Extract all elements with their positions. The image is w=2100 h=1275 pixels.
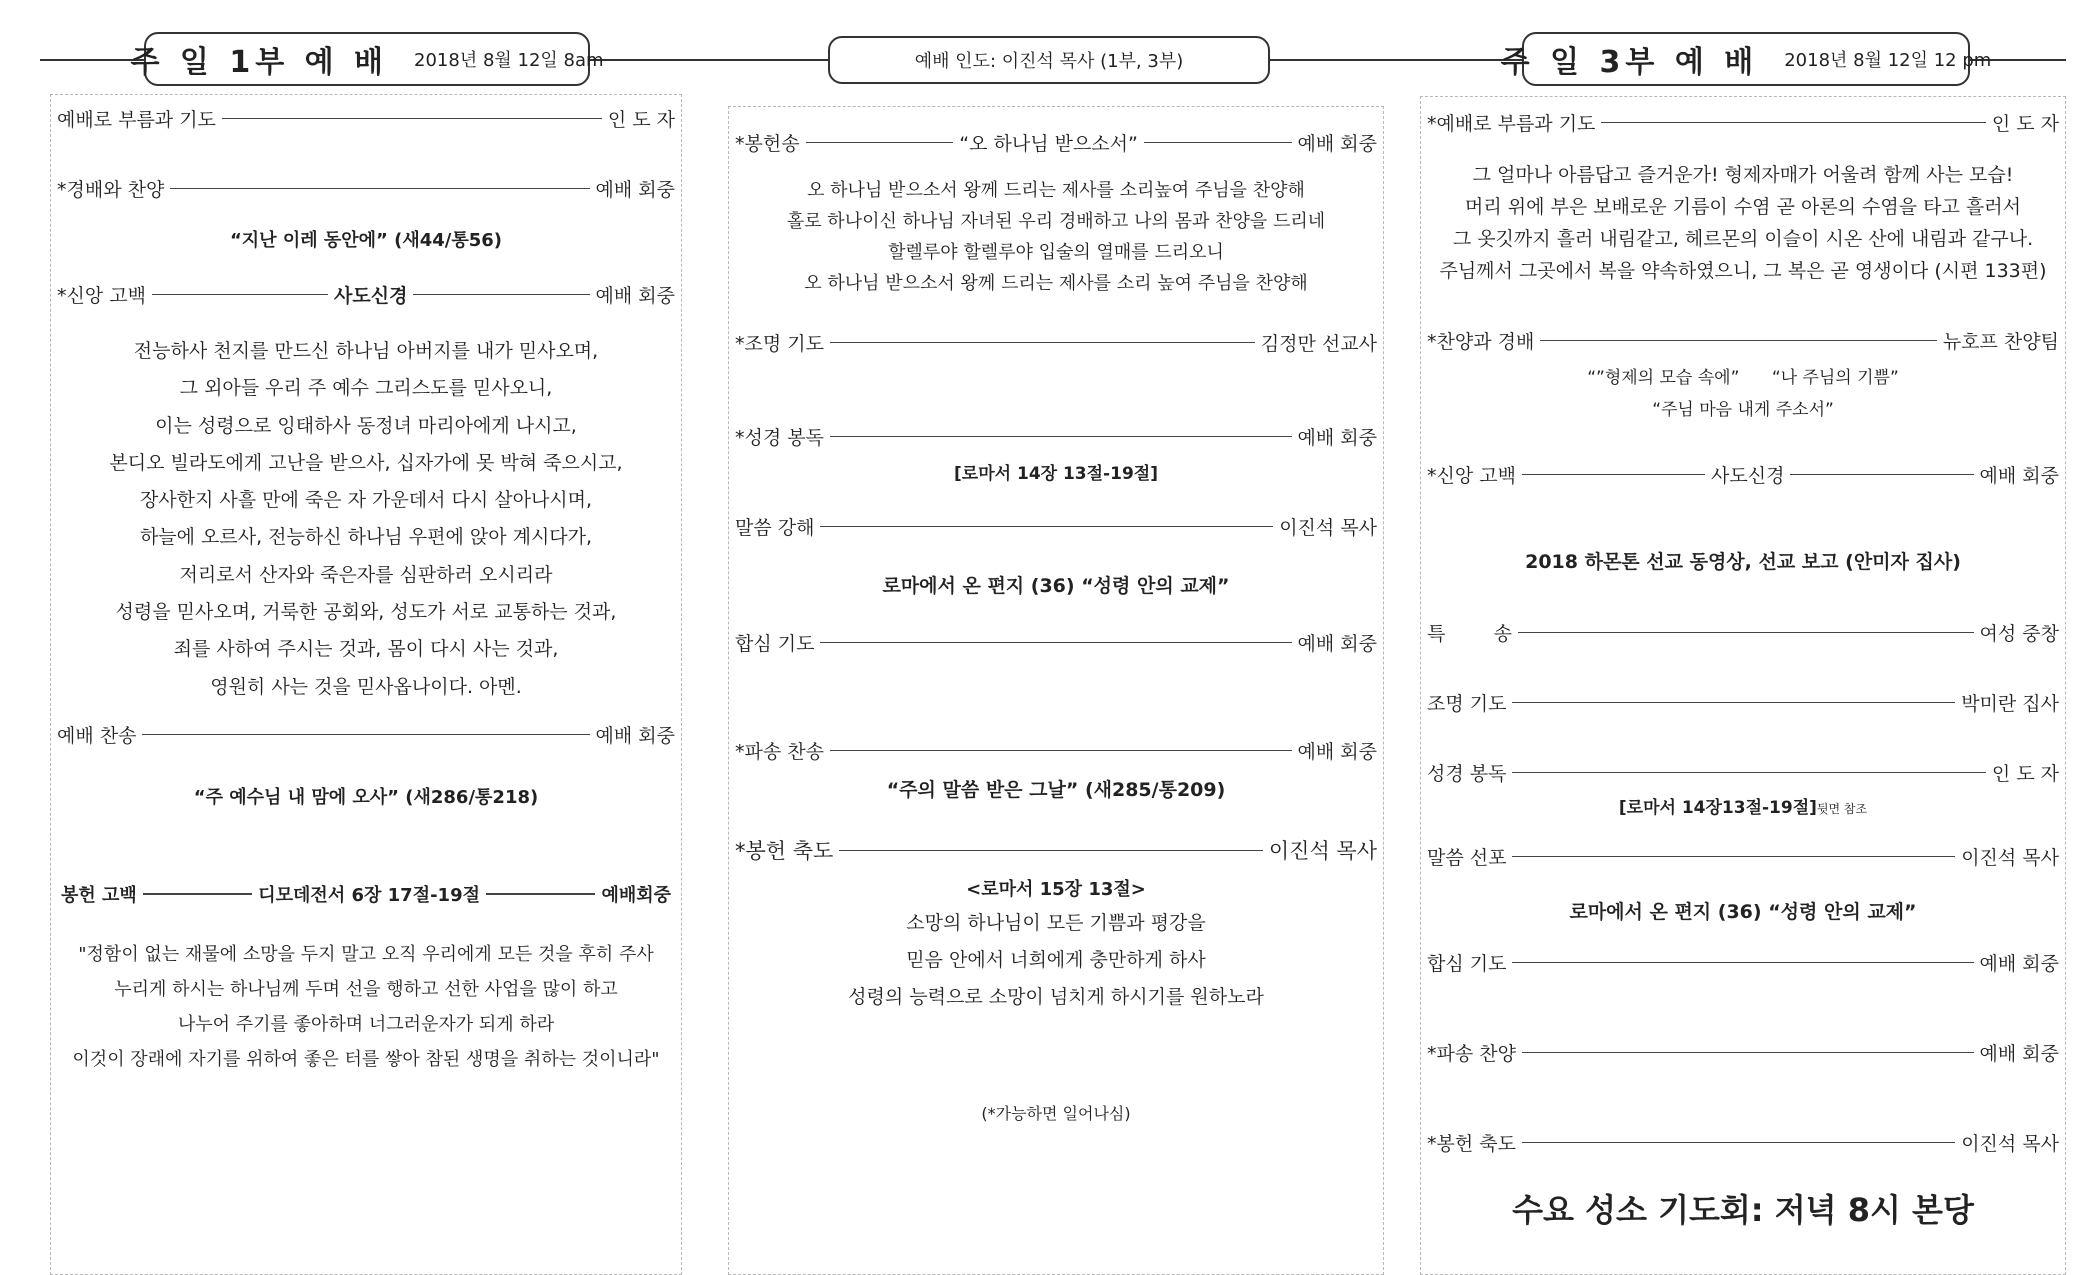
- leader-line: [1512, 702, 1955, 703]
- leader-line: [830, 436, 1292, 437]
- benediction-line: 믿음 안에서 너희에게 충만하게 하사: [906, 949, 1206, 971]
- leader-line: [1512, 772, 1985, 773]
- leader-line: [1144, 142, 1292, 143]
- offering-line: 이것이 장래에 자기를 위하여 좋은 터를 쌓아 참된 생명을 취하는 것이니라": [72, 1049, 660, 1070]
- benediction-line: 소망의 하나님이 모든 기쁨과 평강을: [906, 912, 1206, 934]
- header-rule: [588, 59, 828, 61]
- item-leader: 이진석 목사: [1279, 517, 1377, 539]
- item-label: *파송 찬양: [1427, 1043, 1516, 1065]
- leader-line: [830, 750, 1292, 751]
- service-leader-header: [828, 36, 1270, 84]
- sending-hymn-row: [735, 737, 1377, 764]
- item-leader: 예배 회중: [1297, 633, 1377, 655]
- leader-line: [1540, 340, 1937, 341]
- item-label: 예배로 부름과 기도: [57, 109, 216, 131]
- item-label: 말씀 선포: [1427, 847, 1507, 869]
- item-leader: 예배 회중: [1297, 427, 1377, 449]
- sermon-title: 로마에서 온 편지 (36) “성령 안의 교제”: [882, 575, 1230, 597]
- creed-line: 전능하사 천지를 만드신 하나님 아버지를 내가 믿사오며,: [133, 340, 599, 362]
- item-label: 예배 찬송: [57, 725, 137, 747]
- leader-line: [143, 893, 252, 895]
- benediction-reference: <로마서 15장 13절>: [966, 879, 1146, 900]
- item-leader: 인 도 자: [607, 109, 675, 131]
- offering-line: 누리게 하시는 하나님께 두며 선을 행하고 선한 사업을 많이 하고: [114, 979, 618, 1000]
- item-title: “오 하나님 받으소서”: [959, 133, 1138, 155]
- item-leader: 뉴호프 찬양팀: [1942, 331, 2059, 353]
- hymn-row: [57, 721, 675, 748]
- item-leader: 이진석 목사: [1961, 1133, 2059, 1155]
- psalm-line: 머리 위에 부은 보배로운 기름이 수염 곧 아론의 수염을 타고 흘러서: [1465, 196, 2021, 218]
- first-service-title: 주 일 1부 예 배: [130, 45, 389, 80]
- praise-songs: “주님 마음 내게 주소서”: [1652, 400, 1834, 420]
- first-service-date: 2018년 8월 12일 8am: [414, 50, 604, 71]
- creed-line: 이는 성령으로 잉태하사 동정녀 마리아에게 나시고,: [155, 414, 577, 437]
- unison-prayer-row: [735, 629, 1377, 656]
- leader-line: [1522, 1142, 1955, 1143]
- leader-line: [152, 294, 328, 295]
- leader-line: [170, 188, 589, 189]
- illumination-prayer-row: [735, 329, 1377, 356]
- psalm-line: 그 얼마나 아름답고 즐거운가! 형제자매가 어울려 함께 사는 모습!: [1472, 164, 2014, 186]
- sending-hymn-row: [1427, 1039, 2059, 1066]
- offertory-lyrics: [729, 175, 1383, 299]
- leader-line: [806, 142, 954, 143]
- header-rule: [1270, 59, 1524, 61]
- see-back-note: 뒷면 참조: [1816, 802, 1868, 816]
- offering-confession-row: [61, 881, 671, 907]
- leader-line: [142, 734, 589, 735]
- offering-line: "정함이 없는 재물에 소망을 두지 말고 오직 우리에게 모든 것을 후히 주사: [78, 944, 654, 965]
- third-service-column: [1420, 96, 2066, 1275]
- creed-row: [57, 281, 675, 308]
- item-leader: 예배 회중: [595, 179, 675, 201]
- leader-line: [820, 526, 1273, 527]
- item-leader: 인 도 자: [1991, 113, 2059, 135]
- creed-line: 영원히 사는 것을 믿사옵나이다. 아멘.: [210, 675, 522, 698]
- creed-line: 성령을 믿사오며, 거룩한 공회와, 성도가 서로 교통하는 것과,: [115, 601, 617, 624]
- scripture-reference: [로마서 14장 13절-19절]: [954, 464, 1158, 484]
- leader-line: [1512, 962, 1973, 963]
- leader-line: [1601, 122, 1985, 123]
- sermon-title: 로마에서 온 편지 (36) “성령 안의 교제”: [1569, 901, 1917, 923]
- third-service-title: 주 일 3부 예 배: [1500, 45, 1759, 80]
- offering-confession-text: [51, 937, 681, 1077]
- leader-line: [830, 342, 1255, 343]
- item-leader: 여성 중창: [1979, 623, 2059, 645]
- first-service-header: [130, 32, 604, 86]
- psalm-133-text: [1421, 159, 2065, 287]
- item-leader: 예배 회중: [1297, 133, 1378, 155]
- creed-line: 그 외아들 우리 주 예수 그리스도를 믿사오니,: [179, 377, 553, 400]
- item-leader: 예배 회중: [1979, 465, 2060, 487]
- sermon-row: [735, 513, 1377, 540]
- item-label: 특 송: [1427, 623, 1513, 645]
- sermon-row: [1427, 843, 2059, 870]
- mission-report: 2018 하몬톤 선교 동영상, 선교 보고 (안미자 집사): [1525, 551, 1961, 573]
- item-label: *성경 봉독: [735, 427, 824, 449]
- leader-line: [222, 118, 602, 119]
- leader-line: [1512, 856, 1955, 857]
- scripture-reference: [1421, 793, 2065, 818]
- creed-row: [1427, 461, 2059, 488]
- item-leader: 예배 회중: [595, 725, 675, 747]
- middle-column: [728, 106, 1384, 1275]
- first-service-column: [50, 94, 682, 1275]
- creed-line: 죄를 사하여 주시는 것과, 몸이 다시 사는 것과,: [173, 638, 559, 661]
- creed-line: 본디오 빌라도에게 고난을 받으사, 십자가에 못 박혀 죽으시고,: [109, 451, 623, 474]
- creed-line: 하늘에 오르사, 전능하신 하나님 우편에 앉아 계시다가,: [139, 526, 593, 549]
- scripture-reference-text: [로마서 14장13절-19절]: [1618, 798, 1817, 818]
- item-label: 조명 기도: [1427, 693, 1507, 715]
- item-leader: 예배 회중: [595, 285, 676, 307]
- leader-line: [413, 294, 589, 295]
- third-service-date: 2018년 8월 12일 12 pm: [1784, 50, 1992, 71]
- leader-line: [1790, 474, 1973, 475]
- apostles-creed-text: [51, 333, 681, 706]
- lyric-line: 오 하나님 받으소서 왕께 드리는 제사를 소리높여 주님을 찬양해: [807, 180, 1305, 201]
- scripture-reading-row: [1427, 759, 2059, 786]
- wednesday-prayer-announcement: 수요 성소 기도회: 저녁 8시 본당: [1512, 1191, 1974, 1229]
- item-label: *봉헌 축도: [1427, 1133, 1516, 1155]
- leader-line: [839, 850, 1263, 851]
- item-leader: 박미란 집사: [1961, 693, 2059, 715]
- item-label: 합심 기도: [735, 633, 815, 655]
- item-label: *파송 찬송: [735, 741, 824, 763]
- item-leader: 예배 회중: [1297, 741, 1377, 763]
- item-label: *신앙 고백: [57, 285, 146, 307]
- item-label: *경배와 찬양: [57, 179, 165, 201]
- scripture-reading-row: [735, 423, 1377, 450]
- item-label: *봉헌 축도: [735, 839, 834, 863]
- item-title: 사도신경: [334, 285, 408, 307]
- item-label: 성경 봉독: [1427, 763, 1507, 785]
- special-music-row: [1427, 619, 2059, 646]
- item-label: *신앙 고백: [1427, 465, 1516, 487]
- psalm-line: 주님께서 그곳에서 복을 약속하였으니, 그 복은 곧 영생이다 (시편 133편): [1439, 260, 2047, 282]
- item-label: 봉헌 고백: [61, 885, 137, 906]
- creed-line: 저리로서 산자와 죽은자를 심판하러 오시리라: [179, 563, 553, 586]
- benediction-row: [1427, 1129, 2059, 1156]
- item-label: *봉헌송: [735, 133, 800, 155]
- item-label: *찬양과 경배: [1427, 331, 1535, 353]
- leader-line: [1522, 1052, 1974, 1053]
- praise-song: “지난 이레 동안에” (새44/통56): [229, 230, 503, 251]
- service-leader: 예배 인도: 이진석 목사 (1부, 3부): [914, 51, 1184, 72]
- benediction-row: [735, 835, 1377, 865]
- call-to-worship-row: [1427, 109, 2059, 136]
- psalm-line: 그 옷깃까지 흘러 내림같고, 헤르몬의 이슬이 시온 산에 내림과 같구나.: [1452, 228, 2034, 250]
- call-to-worship-row: [57, 105, 675, 132]
- item-leader: 예배 회중: [1979, 953, 2059, 975]
- item-title: 디모데전서 6장 17절-19절: [258, 885, 480, 906]
- praise-worship-row: [1427, 327, 2059, 354]
- leader-line: [1522, 474, 1705, 475]
- illumination-prayer-row: [1427, 689, 2059, 716]
- item-leader: 김정만 선교사: [1260, 333, 1377, 355]
- praise-row: [57, 175, 675, 202]
- benediction-line: 성령의 능력으로 소망이 넘치게 하시기를 원하노라: [848, 986, 1264, 1008]
- creed-line: 장사한지 사흘 만에 죽은 자 가운데서 다시 살아나시며,: [139, 489, 593, 512]
- item-leader: 인 도 자: [1991, 763, 2059, 785]
- sending-hymn-song: “주의 말씀 받은 그날” (새285/통209): [886, 779, 1226, 801]
- lyric-line: 오 하나님 받으소서 왕께 드리는 제사를 소리 높여 주님을 찬양해: [804, 273, 1308, 294]
- praise-songs: “”형제의 모습 속에” “나 주님의 기쁨”: [1587, 368, 1899, 388]
- item-leader: 이진석 목사: [1961, 847, 2059, 869]
- standing-note: (*가능하면 일어나심): [981, 1104, 1131, 1123]
- leader-line: [486, 893, 595, 895]
- offering-line: 나누어 주기를 좋아하며 너그러운자가 되게 하라: [177, 1014, 555, 1035]
- item-leader: 예배회중: [601, 885, 671, 906]
- hymn-song: “주 예수님 내 맘에 오사” (새286/통218): [193, 787, 539, 808]
- third-service-header: [1500, 32, 1992, 86]
- item-title: 사도신경: [1711, 465, 1785, 487]
- lyric-line: 할렐루야 할렐루야 입술의 열매를 드리오니: [888, 242, 1224, 263]
- item-label: 말씀 강해: [735, 517, 815, 539]
- item-leader: 예배 회중: [1979, 1043, 2059, 1065]
- lyric-line: 홀로 하나이신 하나님 자녀된 우리 경배하고 나의 몸과 찬양을 드리네: [786, 211, 1326, 232]
- item-label: 합심 기도: [1427, 953, 1507, 975]
- item-leader: 이진석 목사: [1268, 839, 1377, 863]
- unison-prayer-row: [1427, 949, 2059, 976]
- item-label: *예배로 부름과 기도: [1427, 113, 1596, 135]
- benediction-text: [729, 905, 1383, 1016]
- leader-line: [820, 642, 1291, 643]
- offertory-row: [735, 129, 1377, 156]
- leader-line: [1518, 632, 1974, 633]
- item-label: *조명 기도: [735, 333, 824, 355]
